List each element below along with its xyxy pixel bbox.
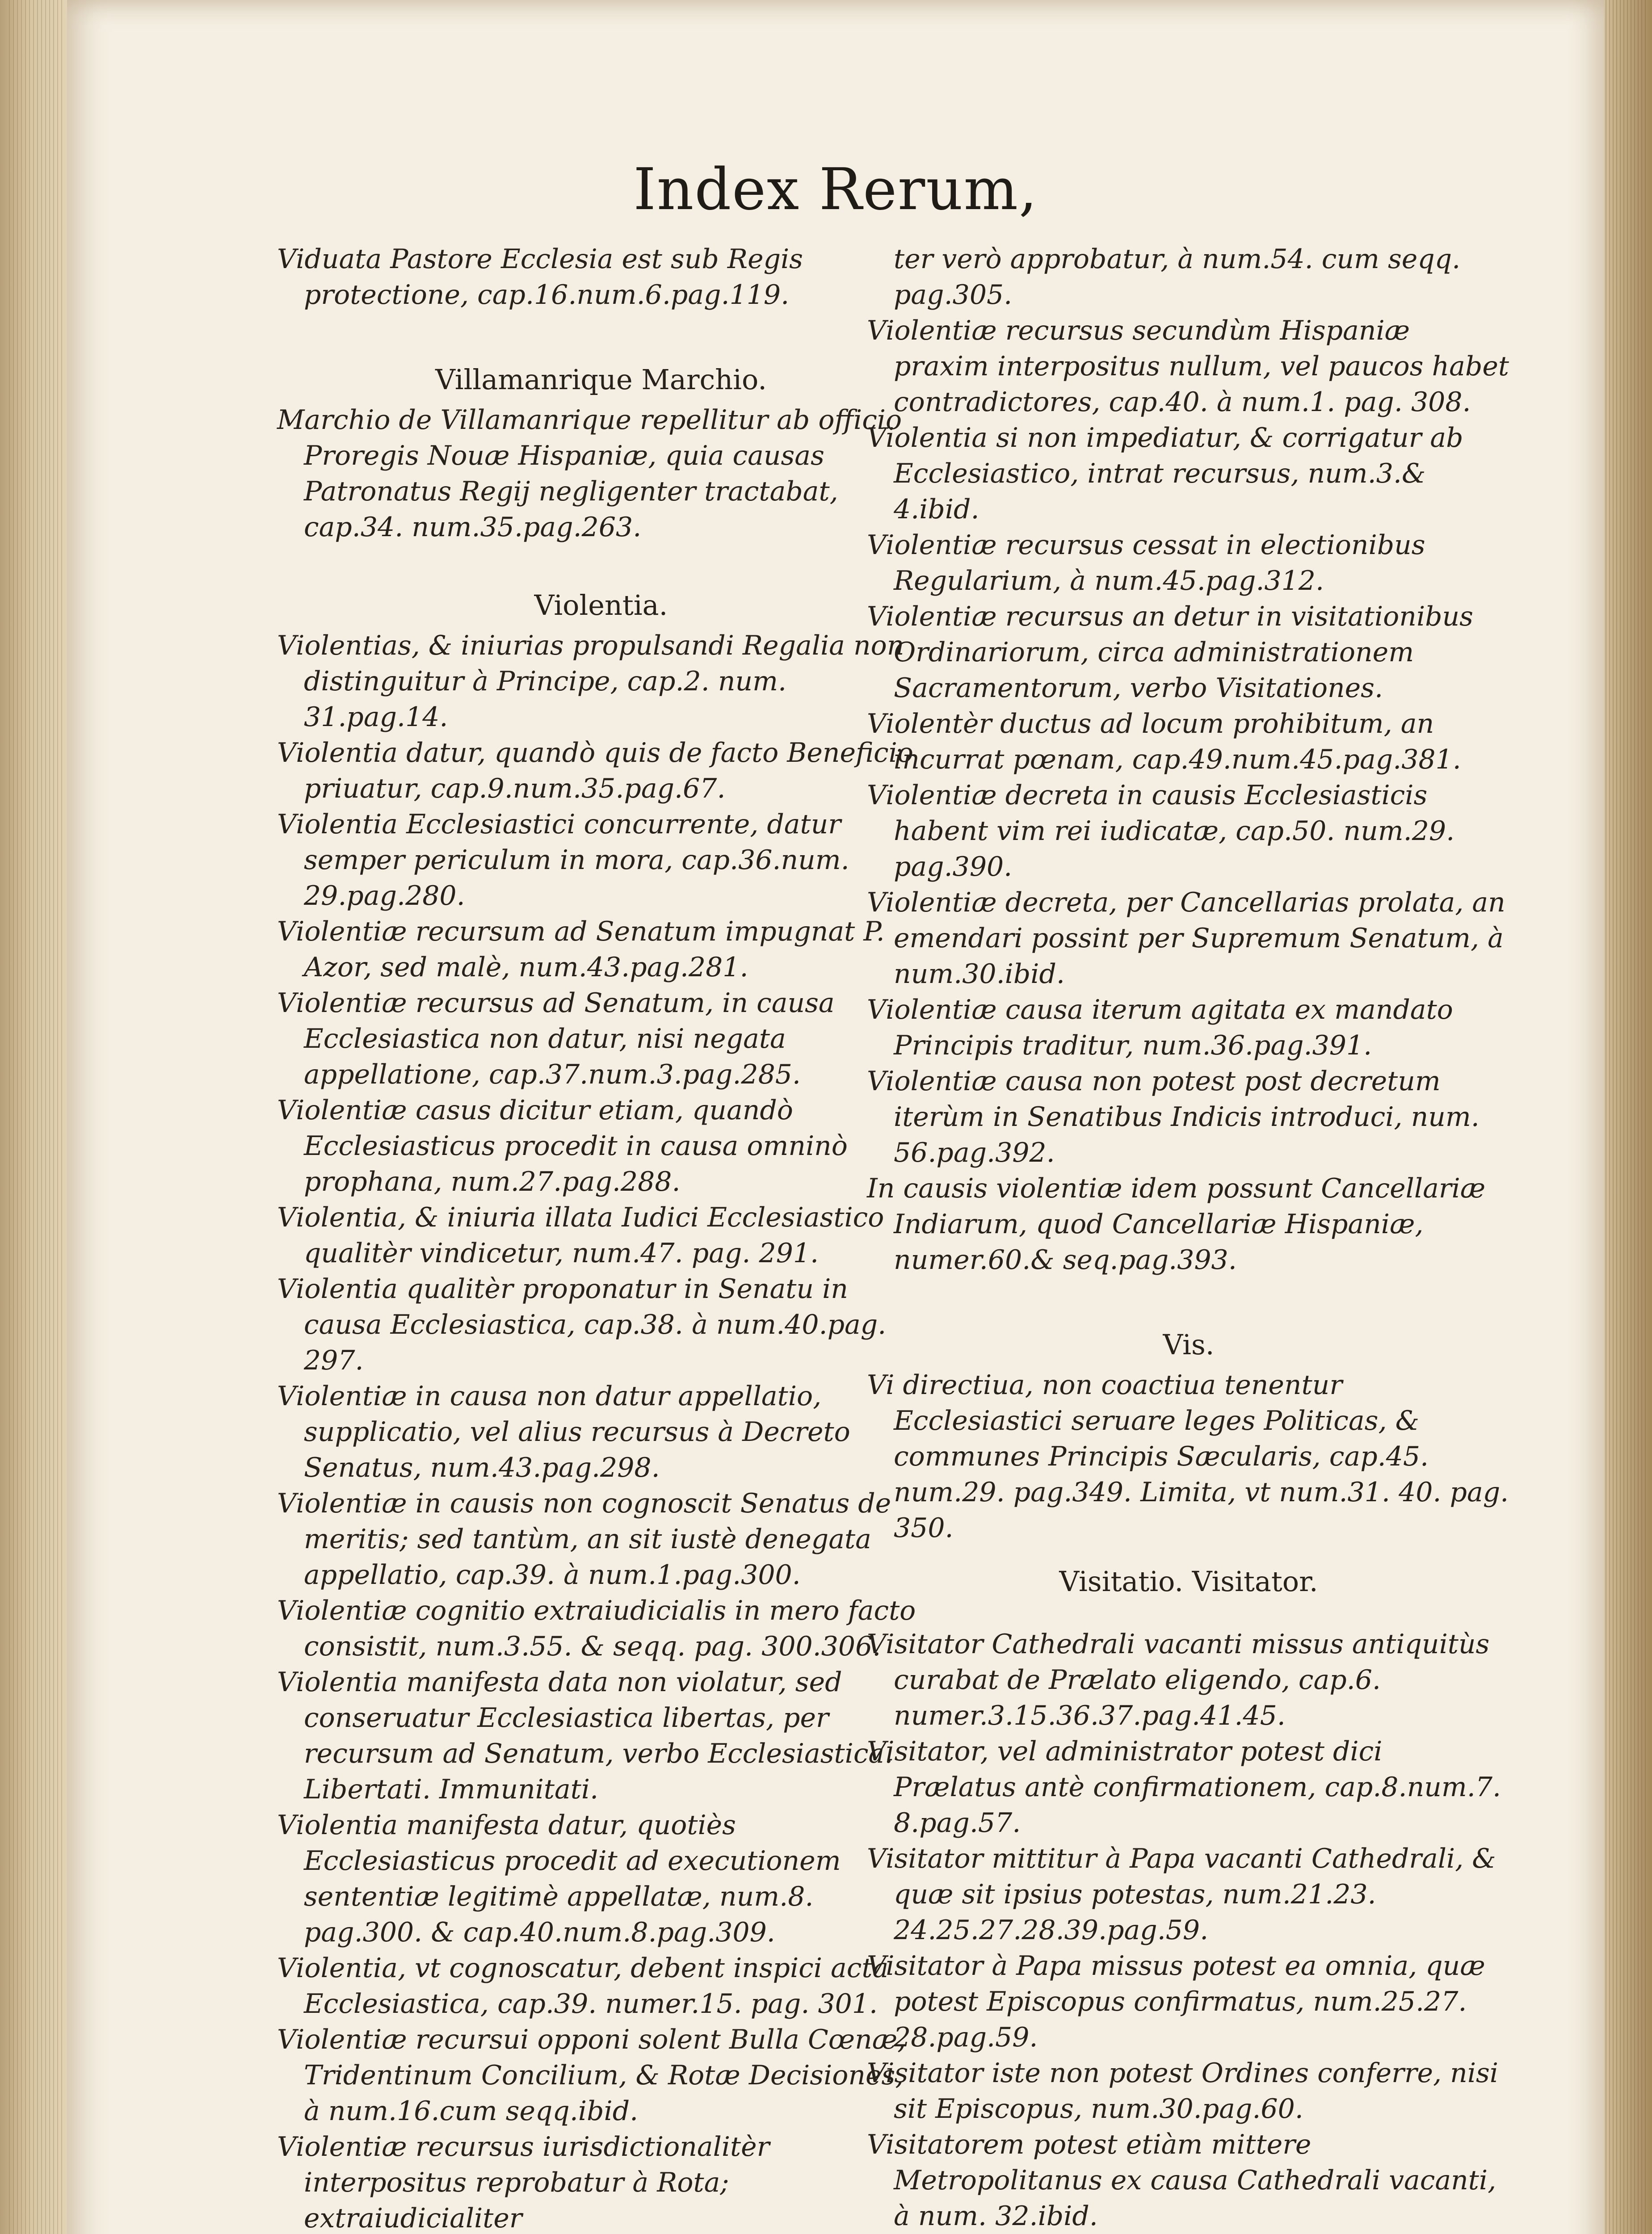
left-column [277,241,925,2234]
index-entry: Visitator iste non potest Ordines conferre, nisi sit Episcopus, num.30.pag.60. [867,2058,1498,2125]
index-entry: Violentias, & iniurias propulsandi Regalia non distinguitur à Principe, cap.2. num. 31.pag.14. [277,630,904,733]
index-entry: Violentiæ decreta in causis Ecclesiasticis habent vim rei iudicatæ, cap.50. num.29. pag.390. [867,780,1455,882]
section-heading-vis: Vis. [1163,1328,1215,1361]
index-entry: Violentiæ recursus secundùm Hispaniæ praxim interpositus nullum, vel paucos habet contradictores, cap.40. à num.1. pag. 308. [867,315,1509,418]
index-entry: Violentiæ cognitio extraiudicialis in mero facto consistit, num.3.55. & seqq. pag. 300.306. [277,1595,916,1662]
index-entry: Violentiæ causa non potest post decretum iterùm in Senatibus Indicis introduci, num. 56.pag.392. [867,1066,1480,1168]
index-entry: Violentiæ recursus an detur in visitationibus Ordinariorum, circa administrationem Sacramentorum, verbo Visitationes. [867,601,1473,704]
right-column [867,241,1510,2234]
section-heading-violentia: Violentia. [534,589,668,621]
index-entry: Visitator Cathedrali vacanti missus antiquitùs curabat de Prælato eligendo, cap.6. numer.3.15.36.37.pag.41.45. [867,1629,1490,1731]
index-entry: Violentiæ in causis non cognoscit Senatus de meritis; sed tantùm, an sit iustè denegata appellatio, cap.39. à num.1.pag.300. [277,1488,891,1591]
index-entry: Violentia si non impediatur, & corrigatur ab Ecclesiastico, intrat recursus, num.3.& 4.ibid. [867,422,1463,525]
index-entry: Violentia, & iniuria illata Iudici Ecclesiastico qualitèr vindicetur, num.47. pag. 291. [277,1202,884,1269]
index-entry: Violentia qualitèr proponatur in Senatu in causa Ecclesiastica, cap.38. à num.40.pag. 297. [277,1273,887,1376]
index-entry: Viduata Pastore Ecclesia est sub Regis protectione, cap.16.num.6.pag.119. [277,244,803,311]
index-entry: Visitator à Papa missus potest ea omnia, quæ potest Episcopus confirmatus, num.25.27. 28.pag.59. [867,1950,1485,2053]
index-entry: Violentia manifesta datur, quotiès Ecclesiasticus procedit ad executionem sententiæ legitimè appellatæ, num.8. pag.300. & cap.40.num.8.pag.309. [277,1810,841,1948]
index-entry: Violentiæ recursum ad Senatum impugnat P. Azor, sed malè, num.43.pag.281. [277,916,885,983]
section-heading-visitatio: Visitatio. Visitator. [1059,1565,1318,1598]
page-title: Index Rerum, [633,156,1038,223]
index-entry: Visitator, vel administrator potest dici Prælatus antè confirmationem, cap.8.num.7. 8.pag.57. [867,1736,1501,1839]
index-entry: Violentiæ recursus ad Senatum, in causa Ecclesiastica non datur, nisi negata appellatione, cap.37.num.3.pag.285. [277,987,835,1090]
page-edges-left [9,0,63,2234]
index-entry: Violentia datur, quandò quis de facto Beneficio priuatur, cap.9.num.35.pag.67. [277,737,913,804]
index-entry: Violentia manifesta data non violatur, sed conseruatur Ecclesiastica libertas, per recursum ad Senatum, verbo Ecclesiastica. Libertati. Immunitati. [277,1667,893,1805]
index-entry: Visitatorem potest etiàm mittere Metropolitanus ex causa Cathedrali vacanti, à num. 32.ibid. [867,2129,1496,2232]
index-entry: Violentiæ decreta, per Cancellarias prolata, an emendari possint per Supremum Senatum, à num.30.ibid. [867,887,1505,990]
index-entry: Violentiæ in causa non datur appellatio, supplicatio, vel alius recursus à Decreto Senatus, num.43.pag.298. [277,1381,850,1483]
index-entry: Violentiæ recursui opponi solent Bulla Cœnæ, Tridentinum Concilium, & Rotæ Decisiones, à num.16.cum seqq.ibid. [277,2024,906,2127]
section-heading-villamanrique: Villamanrique Marchio. [435,363,767,396]
index-entry: Violentiæ causa iterum agitata ex mandato Principis traditur, num.36.pag.391. [867,994,1453,1061]
index-entry: Violentèr ductus ad locum prohibitum, an incurrat pœnam, cap.49.num.45.pag.381. [867,708,1461,775]
index-entry: Violentiæ casus dicitur etiam, quandò Ecclesiasticus procedit in causa omninò prophana, num.27.pag.288. [277,1095,848,1197]
index-entry: Visitator mittitur à Papa vacanti Cathedrali, & quæ sit ipsius potestas, num.21.23. 24.25.27.28.39.pag.59. [867,1843,1496,1946]
index-entry: In causis violentiæ idem possunt Cancellariæ Indiarum, quod Cancellariæ Hispaniæ, numer.60.& seq.pag.393. [867,1173,1486,1276]
index-entry-continued: ter verò approbatur, à num.54. cum seqq. pag.305. [894,244,1461,311]
index-entry: Marchio de Villamanrique repellitur ab officio Proregis Nouæ Hispaniæ, quia causas Patronatus Regij negligenter tractabat, cap.34. num.35.pag.263. [277,404,902,543]
index-entry: Violentia Ecclesiastici concurrente, datur semper periculum in mora, cap.36.num. 29.pag.280. [277,809,849,911]
book-page [67,0,1604,2234]
index-entry: Violentia, vt cognoscatur, debent inspici acta Ecclesiastica, cap.39. numer.15. pag. 301. [277,1953,889,2020]
index-entry: Vi directiua, non coactiua tenentur Ecclesiastici seruare leges Politicas, & communes Principis Sæcularis, cap.45. num.29. pag.349. Limita, vt num.31. 40. pag. 350. [867,1369,1509,1544]
page-edges-right [1598,0,1648,2234]
index-entry: Violentiæ recursus cessat in electionibus Regularium, à num.45.pag.312. [867,529,1425,596]
index-entry: Violentiæ recursus iurisdictionalitèr interpositus reprobatur à Rota; extraiudicialiter [277,2131,770,2234]
